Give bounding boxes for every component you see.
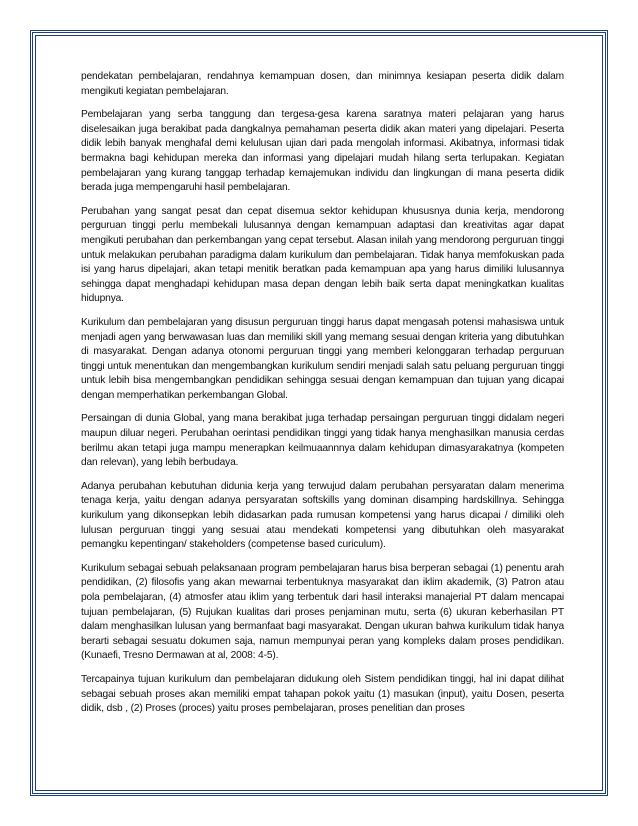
paragraph-3: Perubahan yang sangat pesat dan cepat disemua sektor kehidupan khususnya dunia kerja, mendorong perguruan tinggi perlu membekali lulusannya dengan kemampuan adaptasi dan kreativitas agar dapat mengikuti perubahan dan perkembangan yang cepat tersebut. Alasan inilah yang mendorong perguruan tinggi untuk melakukan perubahan paradigma dalam kurikulum dan pembelajaran. Tidak hanya memfokuskan pada isi yang harus dipelajari, akan tetapi menitik beratkan pada kemampuan apa yang harus dimiliki lulusannya sehingga dapat menghadapi kehidupan masa depan dengan lebih baik serta dapat meningkatkan kualitas hidupnya. (81, 205, 564, 305)
paragraph-4: Kurikulum dan pembelajaran yang disusun perguruan tinggi harus dapat mengasah potensi mahasiswa untuk menjadi agen yang berwawasan luas dan memiliki skill yang memang sesuai dengan kriteria yang dibutuhkan di masyarakat. Dengan adanya otonomi perguruan tinggi yang memberi kelonggaran terhadap perguruan tinggi untuk menentukan dan mengembangkan kurikulum sendiri menjadi salah satu peluang perguruan tinggi untuk lebih bisa mengembangkan pendidikan sehingga sesuai dengan kemampuan dan tujuan yang dicapai dengan memperhatikan perkembangan Global. (81, 316, 564, 401)
paragraph-6: Adanya perubahan kebutuhan didunia kerja yang terwujud dalam perubahan persyaratan dalam menerima tenaga kerja, yaitu dengan adanya persyaratan softskills yang dominan disamping hardskillnya. Sehingga kurikulum yang dikonsepkan lebih didasarkan pada rumusan kompetensi yang harus dicapai / dimiliki oleh lulusan perguruan tinggi yang sesuai atau mendekati kompetensi yang dibutuhkan oleh masyarakat pemangku kepentingan/ stakeholders (competense based curiculum). (81, 480, 564, 551)
paragraph-7: Kurikulum sebagai sebuah pelaksanaan program pembelajaran harus bisa berperan sebagai (1) penentu arah pendidikan, (2) filosofis yang akan mewarnai terbentuknya masyarakat dan iklim akademik, (3) Patron atau pola pembelajaran, (4) atmosfer atau iklim yang terbentuk dari hasil interaksi manajerial PT dalam mencapai tujuan pembelajaran, (5) Rujukan kualitas dari proses penjaminan mutu, serta (6) ukuran keberhasilan PT dalam menghasilkan lulusan yang bermanfaat bagi masyarakat. Dengan ukuran bahwa kurikulum tidak hanya berarti sebagai sesuatu dokumen saja, namun mempunyai peran yang kompleks dalam proses pendidikan. (Kunaefi, Tresno Dermawan at al, 2008: 4-5). (81, 562, 564, 662)
paragraph-5: Persaingan di dunia Global, yang mana berakibat juga terhadap persaingan perguruan tinggi didalam negeri maupun diluar negeri. Perubahan oerintasi pendidikan tinggi yang tidak hanya menghasilkan manusia cerdas berilmu akan tetapi juga mampu menerapkan keilmuaannnya dalam kehidupan dimasyarakatnya (kompeten dan relevan), yang lebih berbudaya. (81, 413, 564, 469)
paragraph-8: Tercapainya tujuan kurikulum dan pembelajaran didukung oleh Sistem pendidikan tinggi, hal ini dapat dilihat sebagai sebuah proses akan memiliki empat tahapan pokok yaitu (1) masukan (input), yaitu Dosen, peserta didik, dsb , (2) Proses (proces) yaitu proses pembelajaran, proses penelitian dan proses (81, 673, 564, 715)
paragraph-2: Pembelajaran yang serba tanggung dan tergesa-gesa karena saratnya materi pelajaran yang harus diselesaikan juga berakibat pada dangkalnya pemahaman peserta didik akan materi yang dipelajari. Peserta didik lebih banyak menghafal demi kelulusan ujian dari pada mengolah informasi. Akibatnya, informasi tidak bermakna bagi kehidupan mereka dan informasi yang dipelajari mudah hilang serta terlupakan. Kegiatan pembelajaran yang kurang tanggap terhadap kemajemukan individu dan lingkungan di mana peserta didik berada juga mempengaruhi hasil pembelajaran. (81, 109, 564, 194)
paragraph-1: pendekatan pembelajaran, rendahnya kemampuan dosen, dan minimnya kesiapan peserta didik dalam mengikuti kegiatan pembelajaran. (81, 71, 564, 97)
document-body (81, 70, 564, 726)
